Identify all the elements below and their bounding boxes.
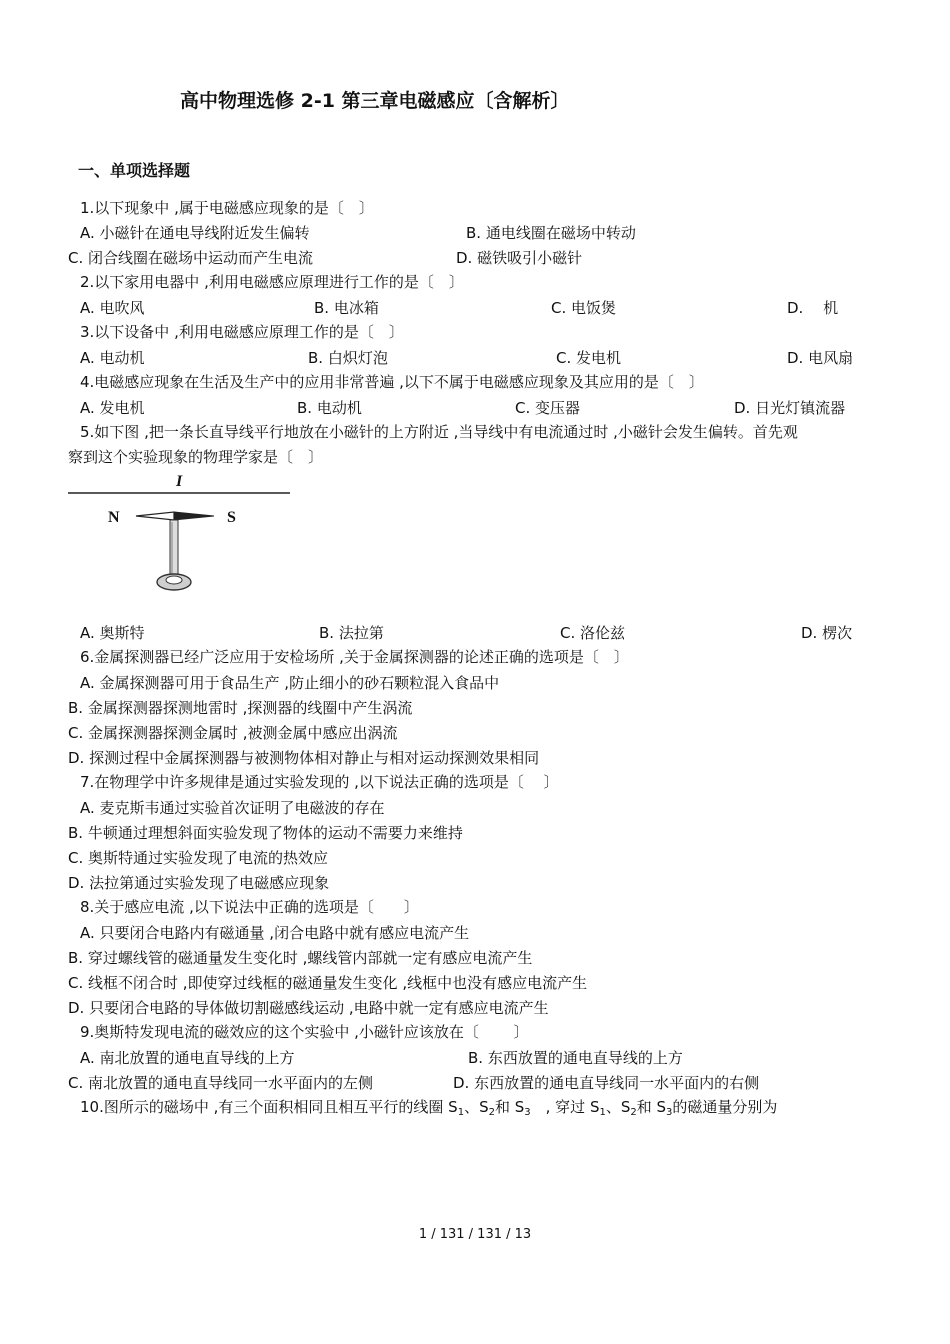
- question-3-stem: 3.以下设备中 ,利用电磁感应原理工作的是〔 〕: [80, 323, 404, 341]
- question-3-option-a: A. 电动机: [80, 349, 145, 367]
- question-2-stem: 2.以下家用电器中 ,利用电磁感应原理进行工作的是〔 〕: [80, 273, 464, 291]
- question-4-option-a: A. 发电机: [80, 399, 145, 417]
- north-pole-label: N: [108, 509, 120, 526]
- question-2-option-d: D. 机: [787, 299, 839, 317]
- question-5-stem-line-1: 5.如下图 ,把一条长直导线平行地放在小磁针的上方附近 ,当导线中有电流通过时 ,小磁针会发生偏转。首先观: [80, 423, 798, 441]
- question-4-stem: 4.电磁感应现象在生活及生产中的应用非常普遍 ,以下不属于电磁感应现象及其应用的是〔 〕: [80, 373, 704, 391]
- question-3-option-b: B. 白炽灯泡: [308, 349, 388, 367]
- question-2-option-a: A. 电吹风: [80, 299, 145, 317]
- question-7-option-d: D. 法拉第通过实验发现了电磁感应现象: [68, 874, 330, 892]
- current-label: I: [176, 473, 183, 490]
- question-8-option-d: D. 只要闭合电路的导体做切割磁感线运动 ,电路中就一定有感应电流产生: [68, 999, 549, 1017]
- question-6-option-a: A. 金属探测器可用于食品生产 ,防止细小的砂石颗粒混入食品中: [80, 674, 500, 692]
- question-7-stem: 7.在物理学中许多规律是通过实验发现的 ,以下说法正确的选项是〔 〕: [80, 773, 559, 791]
- question-9-option-b: B. 东西放置的通电直导线的上方: [468, 1049, 683, 1067]
- question-6-option-b: B. 金属探测器探测地雷时 ,探测器的线圈中产生涡流: [68, 699, 413, 717]
- question-8-option-c: C. 线框不闭合时 ,即使穿过线框的磁通量发生变化 ,线框中也没有感应电流产生: [68, 974, 588, 992]
- question-7-option-a: A. 麦克斯韦通过实验首次证明了电磁波的存在: [80, 799, 385, 817]
- south-pole-label: S: [227, 509, 236, 526]
- question-6-option-d: D. 探测过程中金属探测器与被测物体相对静止与相对运动探测效果相同: [68, 749, 540, 767]
- question-9-option-d: D. 东西放置的通电直导线同一水平面内的右侧: [453, 1074, 760, 1092]
- question-1-option-c: C. 闭合线圈在磁场中运动而产生电流: [68, 249, 314, 267]
- question-1-option-a: A. 小磁针在通电导线附近发生偏转: [80, 224, 310, 242]
- section-heading: 一、单项选择题: [78, 161, 191, 180]
- question-3-option-c: C. 发电机: [556, 349, 622, 367]
- question-5-stem-line-2: 察到这个实验现象的物理学家是〔 〕: [68, 448, 324, 466]
- question-1-option-d: D. 磁铁吸引小磁针: [456, 249, 583, 267]
- question-7-option-b: B. 牛顿通过理想斜面实验发现了物体的运动不需要力来维持: [68, 824, 463, 842]
- question-3-option-d: D. 电风扇: [787, 349, 854, 367]
- compass-pivot-stand: [170, 520, 178, 578]
- compass-base-inner: [166, 576, 182, 584]
- question-10-stem: 10.图所示的磁场中 ,有三个面积相同且相互平行的线圈 $S_1$、$S_2$和 $S_3$ , 穿过 $S_1$、$S_2$和 $S_3$的磁通量分别为: [80, 1098, 778, 1118]
- question-9-option-a: A. 南北放置的通电直导线的上方: [80, 1049, 295, 1067]
- question-6-stem: 6.金属探测器已经广泛应用于安检场所 ,关于金属探测器的论述正确的选项是〔 〕: [80, 648, 629, 666]
- question-9-stem: 9.奥斯特发现电流的磁效应的这个实验中 ,小磁针应该放在〔 〕: [80, 1023, 529, 1041]
- question-4-option-b: B. 电动机: [297, 399, 362, 417]
- question-8-stem: 8.关于感应电流 ,以下说法中正确的选项是〔 〕: [80, 898, 419, 916]
- question-8-option-b: B. 穿过螺线管的磁通量发生变化时 ,螺线管内部就一定有感应电流产生: [68, 949, 533, 967]
- compass-needle-south: [174, 512, 214, 520]
- question-6-option-c: C. 金属探测器探测金属时 ,被测金属中感应出涡流: [68, 724, 398, 742]
- question-9-option-c: C. 南北放置的通电直导线同一水平面内的左侧: [68, 1074, 374, 1092]
- page-number: 1 / 131 / 131 / 13: [418, 1227, 532, 1242]
- question-1-option-b: B. 通电线圈在磁场中转动: [466, 224, 636, 242]
- doc-title: 高中物理选修 2-1 第三章电磁感应〔含解析〕: [180, 90, 570, 112]
- question-2-option-c: C. 电饭煲: [551, 299, 617, 317]
- question-8-option-a: A. 只要闭合电路内有磁通量 ,闭合电路中就有感应电流产生: [80, 924, 470, 942]
- question-2-option-b: B. 电冰箱: [314, 299, 379, 317]
- question-1-stem: 1.以下现象中 ,属于电磁感应现象的是〔 〕: [80, 199, 374, 217]
- question-5-option-a: A. 奥斯特: [80, 624, 145, 642]
- question-7-option-c: C. 奥斯特通过实验发现了电流的热效应: [68, 849, 329, 867]
- question-5-option-d: D. 楞次: [801, 624, 853, 642]
- compass-wire-figure: [66, 470, 296, 600]
- question-5-option-b: B. 法拉第: [319, 624, 384, 642]
- compass-needle-north: [136, 512, 174, 520]
- question-4-option-d: D. 日光灯镇流器: [734, 399, 846, 417]
- question-4-option-c: C. 变压器: [515, 399, 581, 417]
- question-5-option-c: C. 洛伦兹: [560, 624, 626, 642]
